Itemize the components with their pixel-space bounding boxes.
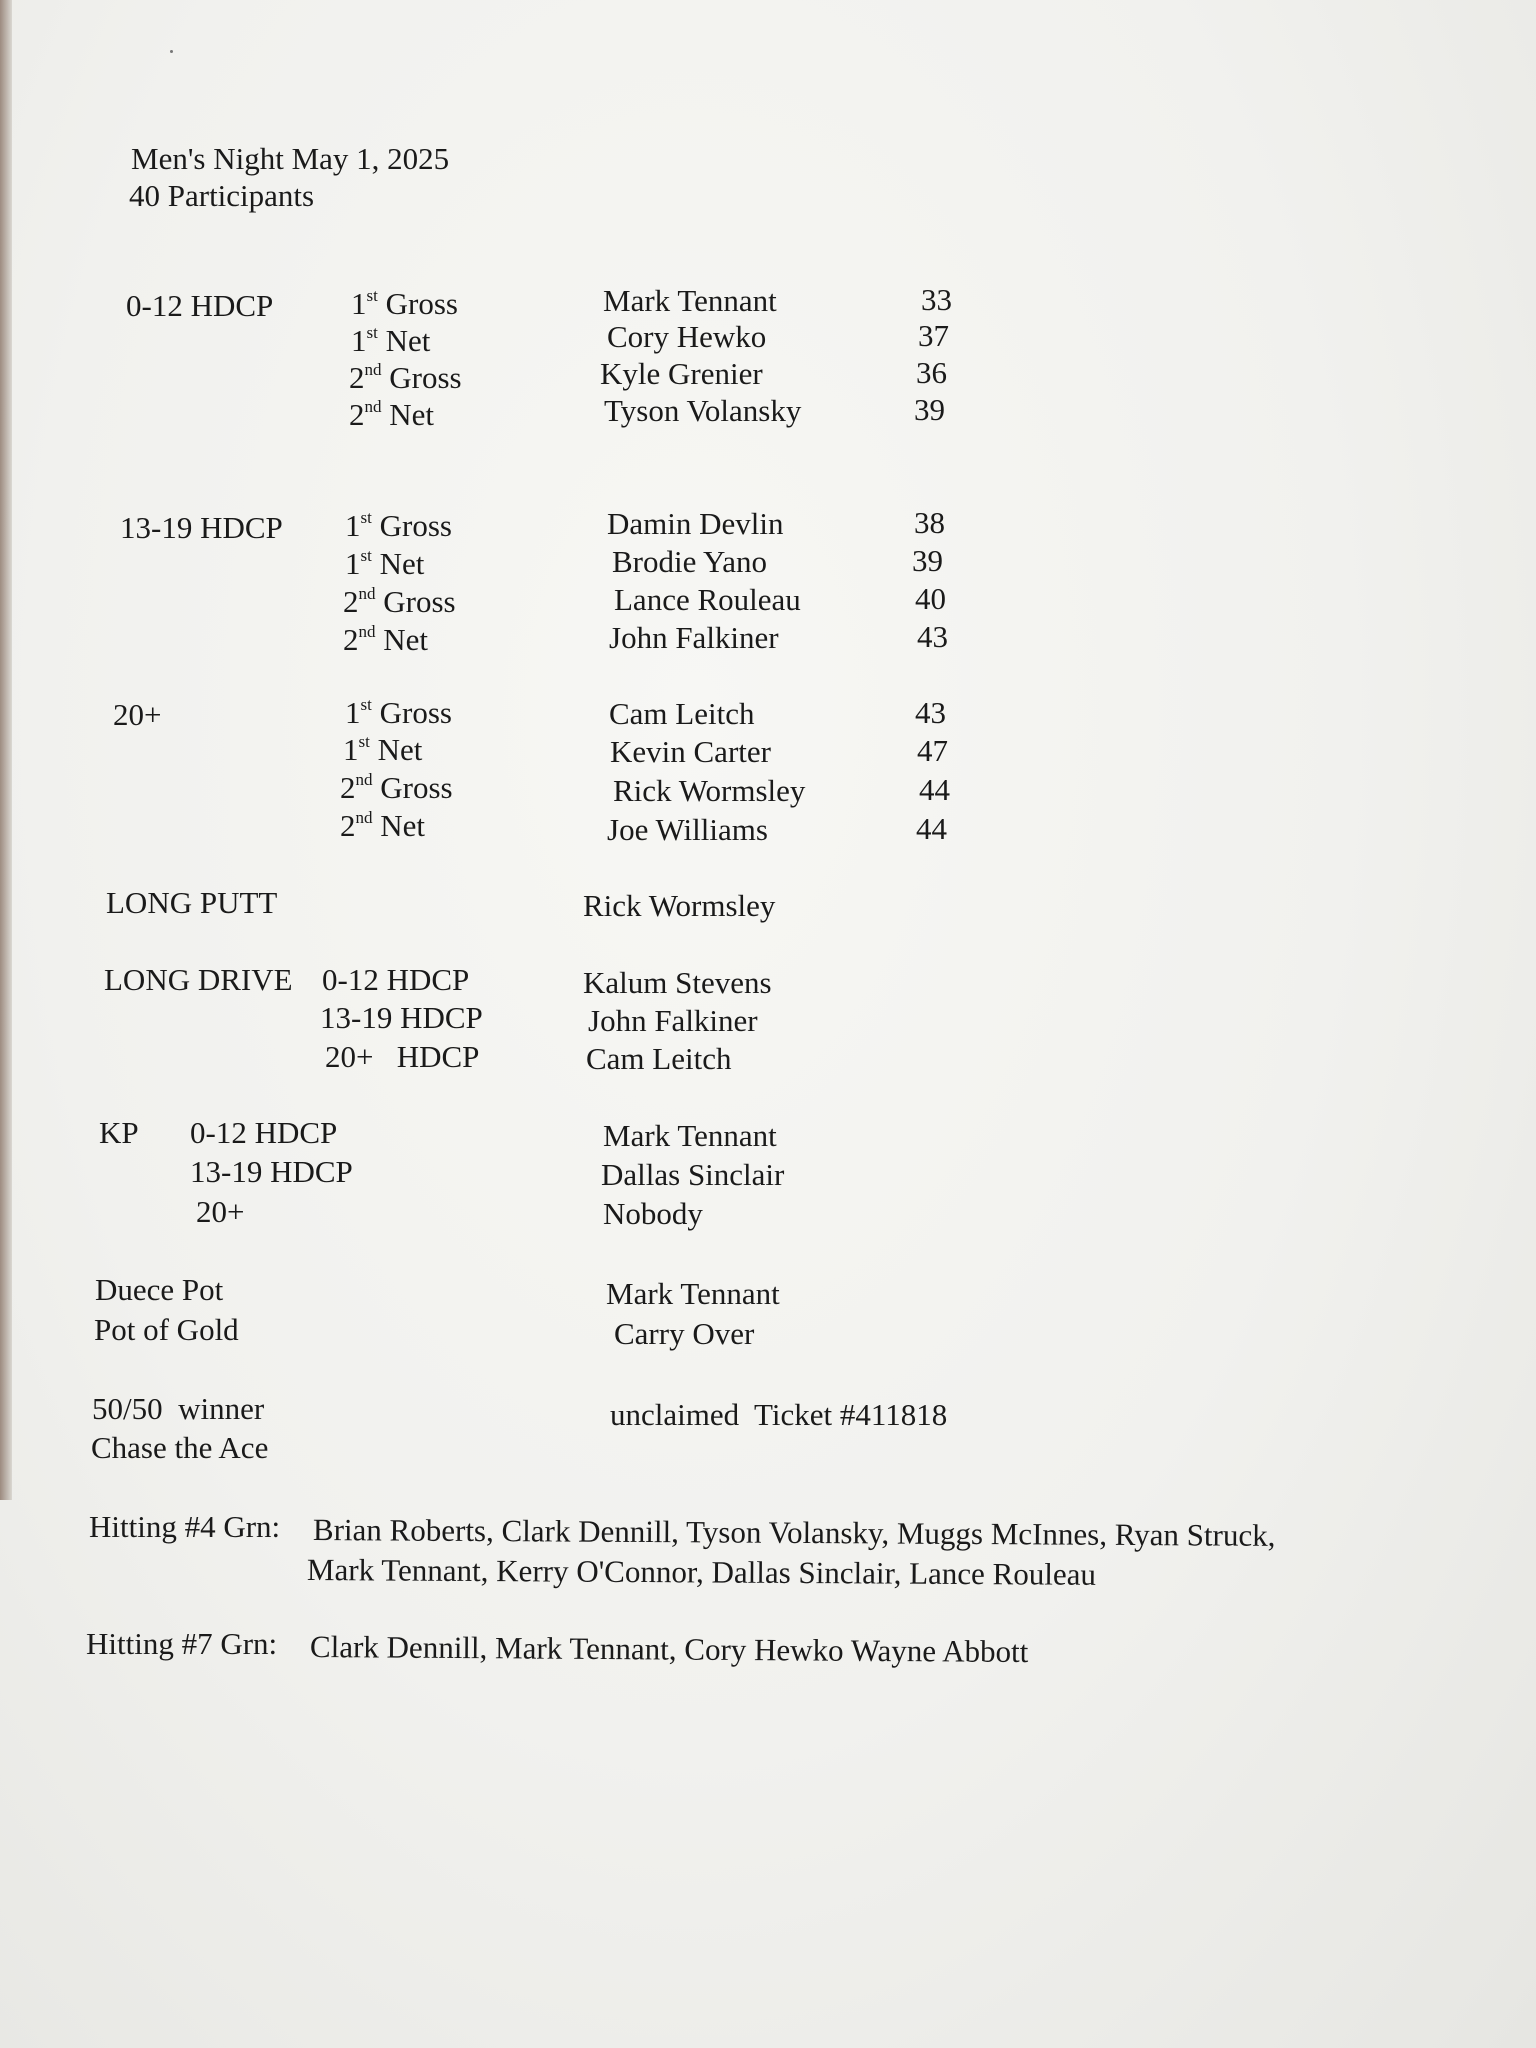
long-drive-flight: 0-12 HDCP — [322, 962, 470, 997]
winner-score: 43 — [917, 619, 948, 654]
kp-flight: 13-19 HDCP — [190, 1154, 353, 1189]
kp-winner: Mark Tennant — [603, 1118, 777, 1153]
fifty-fifty-label: 50/50 winner — [92, 1391, 265, 1426]
kp-flight: 0-12 HDCP — [190, 1115, 338, 1150]
award-place: 2nd Net — [349, 397, 435, 432]
long-drive-winner: John Falkiner — [588, 1003, 758, 1038]
winner-score: 37 — [918, 318, 949, 353]
winner-name: Brodie Yano — [612, 544, 768, 579]
flight-label: 13-19 HDCP — [120, 510, 283, 545]
kp-winner: Nobody — [603, 1196, 703, 1231]
flight-label: 0-12 HDCP — [126, 288, 274, 323]
kp-flight: 20+ — [196, 1194, 245, 1229]
hitting-green-7-names: Clark Dennill, Mark Tennant, Cory Hewko Wayne Abbott — [309, 1629, 1029, 1670]
winner-name: Mark Tennant — [603, 283, 777, 318]
long-putt-winner: Rick Wormsley — [583, 888, 776, 923]
winner-name: Tyson Volansky — [604, 393, 802, 428]
participant-count: 40 Participants — [129, 178, 315, 213]
winner-score: 39 — [912, 543, 943, 578]
winner-name: Kevin Carter — [610, 734, 771, 769]
winner-score: 43 — [915, 695, 946, 730]
winner-score: 40 — [915, 581, 946, 616]
hitting-green-7-label: Hitting #7 Grn: — [86, 1626, 278, 1661]
winner-score: 38 — [914, 505, 945, 540]
winner-score: 39 — [914, 392, 945, 427]
kp-winner: Dallas Sinclair — [601, 1157, 785, 1192]
winner-name: Cory Hewko — [607, 319, 767, 354]
award-place: 2nd Net — [340, 808, 426, 843]
pot-of-gold-label: Pot of Gold — [94, 1312, 239, 1347]
hitting-green-4-label: Hitting #4 Grn: — [89, 1509, 281, 1544]
award-place: 2nd Gross — [340, 770, 453, 805]
duece-pot-label: Duece Pot — [95, 1272, 224, 1307]
hitting-green-4-names: Mark Tennant, Kerry O'Connor, Dallas Sinclair, Lance Rouleau — [306, 1552, 1097, 1592]
winner-name: Joe Williams — [607, 812, 768, 847]
winner-score: 47 — [917, 733, 948, 768]
award-place: 1st Net — [343, 732, 423, 767]
award-place: 1st Net — [345, 546, 425, 581]
winner-score: 44 — [916, 811, 947, 846]
flight-label: 20+ — [113, 697, 162, 732]
paper-edge — [0, 0, 12, 1500]
sheet-title: Men's Night May 1, 2025 — [131, 141, 450, 176]
winner-score: 33 — [921, 282, 952, 317]
long-drive-flight: 20+ HDCP — [325, 1039, 480, 1074]
award-place: 1st Gross — [345, 508, 452, 543]
pot-of-gold-winner: Carry Over — [614, 1316, 755, 1351]
kp-label: KP — [99, 1115, 139, 1150]
winner-name: Kyle Grenier — [600, 356, 763, 391]
long-drive-flight: 13-19 HDCP — [320, 1000, 483, 1035]
winner-score: 36 — [916, 355, 947, 390]
winner-name: Cam Leitch — [609, 696, 755, 731]
chase-the-ace-label: Chase the Ace — [91, 1430, 269, 1465]
long-drive-winner: Cam Leitch — [586, 1041, 732, 1076]
duece-pot-winner: Mark Tennant — [606, 1276, 780, 1311]
award-place: 1st Gross — [345, 695, 452, 730]
award-place: 2nd Net — [343, 622, 429, 657]
winner-name: Lance Rouleau — [614, 582, 801, 617]
winner-name: Rick Wormsley — [613, 773, 806, 808]
winner-name: Damin Devlin — [607, 506, 784, 541]
award-place: 1st Gross — [351, 286, 458, 321]
winner-score: 44 — [919, 772, 950, 807]
award-place: 1st Net — [351, 323, 431, 358]
hitting-green-4-names: Brian Roberts, Clark Dennill, Tyson Volansky, Muggs McInnes, Ryan Struck, — [312, 1512, 1276, 1553]
winner-name: John Falkiner — [609, 620, 779, 655]
long-putt-label: LONG PUTT — [106, 885, 278, 920]
long-drive-label: LONG DRIVE — [104, 962, 293, 997]
paper-speck — [170, 50, 173, 53]
long-drive-winner: Kalum Stevens — [583, 965, 772, 1000]
award-place: 2nd Gross — [349, 360, 462, 395]
award-place: 2nd Gross — [343, 584, 456, 619]
fifty-fifty-result: unclaimed Ticket #411818 — [610, 1397, 948, 1432]
